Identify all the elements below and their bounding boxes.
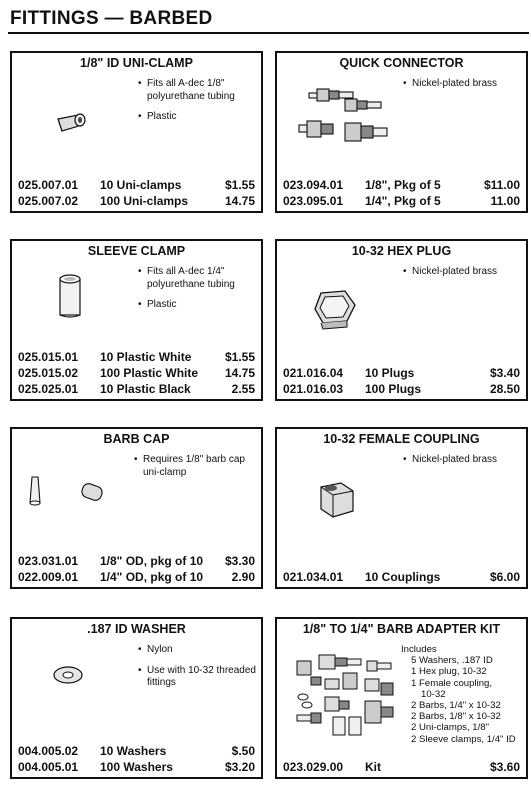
bullet-item: • Nickel-plated brass (403, 454, 523, 467)
price-row (18, 743, 255, 759)
price-row (283, 177, 520, 193)
price-list (18, 743, 255, 775)
item-price: 2.90 (231, 570, 255, 584)
item-description: Kit (365, 760, 381, 774)
kit-item: 2 Uni-clamps, 1/8" (411, 722, 490, 734)
bullet-item: • Fits all A-dec 1/8" polyurethane tubing (138, 78, 258, 103)
part-number: 023.094.01 (283, 178, 344, 192)
card-title: 10-32 FEMALE COUPLING (323, 432, 480, 446)
card-title: .187 ID WASHER (87, 622, 186, 636)
item-price: $.50 (231, 744, 255, 758)
bullet-item: • Nickel-plated brass (403, 78, 523, 91)
bullet-list (403, 266, 523, 287)
item-description: 100 Uni-clamps (100, 194, 189, 208)
card-title: QUICK CONNECTOR (339, 56, 464, 70)
uni-clamp-icon (52, 111, 102, 139)
item-price: 11.00 (490, 194, 520, 208)
part-number: 022.009.01 (18, 570, 79, 584)
item-price: 2.55 (231, 382, 255, 396)
item-price: 14.75 (224, 194, 255, 208)
kit-includes-label: Includes (401, 644, 437, 655)
card-quick-connector (275, 51, 528, 213)
price-row (283, 759, 520, 775)
item-price: 28.50 (489, 382, 520, 396)
female-coupling-icon (311, 481, 361, 521)
part-number: 025.015.01 (18, 350, 79, 364)
bullet-item: • Plastic (138, 299, 258, 312)
page-title: FITTINGS — BARBED (10, 8, 213, 29)
price-row (283, 193, 520, 209)
card-hex-plug (275, 239, 528, 401)
bullet-list (403, 454, 523, 475)
bullet-item: • Nylon (138, 644, 258, 657)
item-description: 10 Washers (100, 744, 167, 758)
sleeve-clamp-icon (56, 273, 86, 321)
part-number: 023.031.01 (18, 554, 79, 568)
item-description: 1/8", Pkg of 5 (365, 178, 441, 192)
price-row (18, 381, 255, 397)
item-description: 100 Plugs (365, 382, 422, 396)
kit-item: 5 Washers, .187 ID (411, 655, 493, 667)
item-price: $1.55 (224, 178, 255, 192)
item-price: $3.40 (489, 366, 520, 380)
price-row (18, 759, 255, 775)
adapter-kit-icon (291, 649, 403, 739)
card-sleeve-clamp (10, 239, 263, 401)
part-number: 025.007.01 (18, 178, 79, 192)
item-description: 10 Plugs (365, 366, 415, 380)
kit-item: 2 Sleeve clamps, 1/4" ID (411, 733, 516, 745)
item-description: 1/8" OD, pkg of 10 (100, 554, 204, 568)
kit-item: 2 Barbs, 1/8" x 10-32 (411, 711, 501, 723)
card-title: 1/8" ID UNI-CLAMP (80, 56, 193, 70)
price-row (18, 193, 255, 209)
price-list (18, 349, 255, 397)
price-row (18, 569, 255, 585)
item-description: 10 Plastic White (100, 350, 192, 364)
part-number: 025.015.02 (18, 366, 79, 380)
part-number: 023.095.01 (283, 194, 344, 208)
title-rule (8, 32, 529, 34)
price-row (18, 365, 255, 381)
price-row (18, 177, 255, 193)
price-list (283, 177, 520, 209)
bullet-item: • Plastic (138, 111, 258, 124)
item-description: 1/4", Pkg of 5 (365, 194, 441, 208)
part-number: 004.005.02 (18, 744, 79, 758)
price-list (283, 759, 520, 775)
item-price: $6.00 (489, 570, 520, 584)
bullet-item: • Nickel-plated brass (403, 266, 523, 279)
bullet-list (138, 266, 258, 320)
part-number: 021.016.04 (283, 366, 344, 380)
item-price: $3.20 (224, 760, 255, 774)
item-price: $1.55 (224, 350, 255, 364)
card-adapter-kit (275, 617, 528, 779)
part-number: 004.005.01 (18, 760, 79, 774)
card-title: SLEEVE CLAMP (87, 244, 186, 258)
item-description: 10 Uni-clamps (100, 178, 182, 192)
kit-item: 2 Barbs, 1/4" x 10-32 (411, 700, 501, 712)
item-description: 10 Couplings (365, 570, 441, 584)
item-description: 10 Plastic Black (100, 382, 191, 396)
item-description: 1/4" OD, pkg of 10 (100, 570, 204, 584)
kit-item: 10-32 (421, 688, 446, 700)
hex-plug-icon (311, 287, 361, 331)
card-female-coupling (275, 427, 528, 589)
item-price: $3.60 (489, 760, 520, 774)
quick-connector-icon (297, 83, 392, 155)
price-row (18, 349, 255, 365)
card-uni-clamp (10, 51, 263, 213)
bullet-list (134, 454, 258, 487)
card-title: BARB CAP (103, 432, 170, 446)
item-price: 14.75 (224, 366, 255, 380)
price-list (18, 553, 255, 585)
part-number: 025.007.02 (18, 194, 79, 208)
price-row (283, 365, 520, 381)
price-list (18, 177, 255, 209)
kit-item: 1 Hex plug, 10-32 (411, 666, 487, 678)
bullet-list (138, 644, 258, 698)
barb-cap-icon (24, 473, 114, 509)
kit-contents-list (401, 644, 516, 745)
item-description: 100 Washers (100, 760, 173, 774)
washer-icon (50, 663, 86, 687)
item-description: 100 Plastic White (100, 366, 199, 380)
part-number: 021.034.01 (283, 570, 344, 584)
price-row (18, 553, 255, 569)
bullet-list (138, 78, 258, 132)
part-number: 023.029.00 (283, 760, 344, 774)
bullet-list (403, 78, 523, 99)
bullet-item: • Requires 1/8" barb cap uni-clamp (134, 454, 258, 479)
price-row (283, 569, 520, 585)
card-barb-cap (10, 427, 263, 589)
part-number: 025.025.01 (18, 382, 79, 396)
card-title: 10-32 HEX PLUG (351, 244, 452, 258)
item-price: $3.30 (224, 554, 255, 568)
card-washer (10, 617, 263, 779)
bullet-item: • Use with 10-32 threaded fittings (138, 665, 258, 690)
item-price: $11.00 (483, 178, 520, 192)
price-row (283, 381, 520, 397)
price-list (283, 569, 520, 585)
kit-item: 1 Female coupling, (411, 677, 493, 689)
price-list (283, 365, 520, 397)
card-title: 1/8" TO 1/4" BARB ADAPTER KIT (302, 622, 501, 636)
bullet-item: • Fits all A-dec 1/4" polyurethane tubing (138, 266, 258, 291)
part-number: 021.016.03 (283, 382, 344, 396)
